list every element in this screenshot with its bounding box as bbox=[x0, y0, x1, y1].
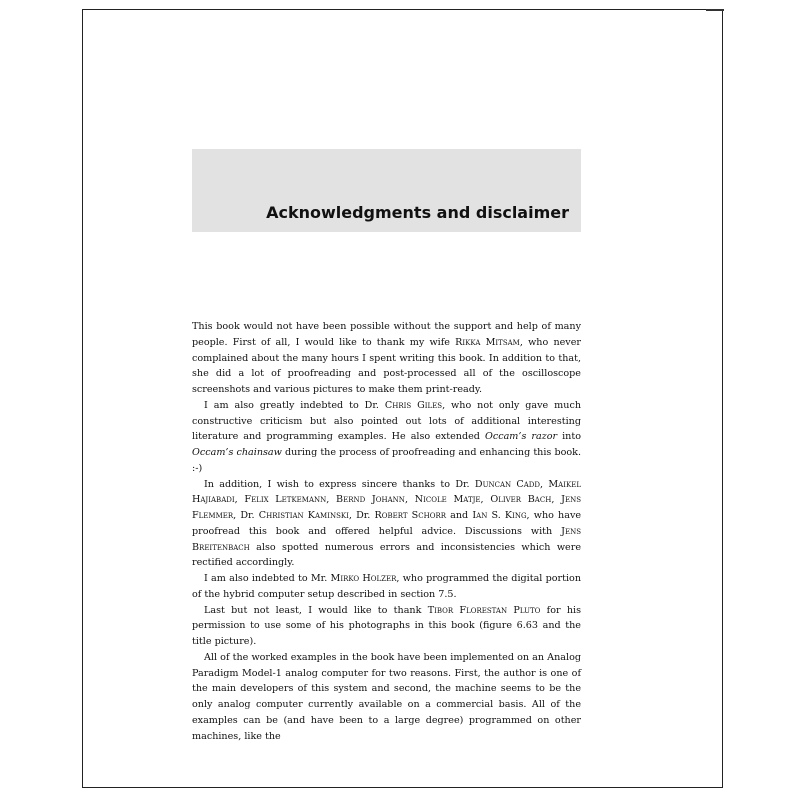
person-name: Maikel Hajiabadi bbox=[192, 478, 581, 506]
person-name: Ian S. King bbox=[472, 510, 527, 521]
paragraph: In addition, I wish to express sincere thanks to Dr. Duncan Cadd, Maikel Hajiabadi, Felix Letkemann, Bernd Johann, Nicole Matje, Oliver Bach, Jens Flemmer, Dr. Christian Kaminski, Dr. Robert Schorr and Ian S. King, who have proofread this book and offered helpful advice. Discussions with Jens Breitenbach also spotted numerous errors and inconsistencies which were rectified accordingly. bbox=[192, 478, 582, 569]
person-name: Chris Giles bbox=[384, 399, 443, 411]
paragraph: This book would not have been possible without the support and help of many people. First of all, I would like to thank my wife Rikka Mitsam, who never complained about the many hours I spent writing this book. In addition to that, she did a lot of proofreading and post-processed all of the oscilloscope screenshots and various pictures to make them print-ready. bbox=[192, 321, 581, 395]
paragraph: All of the worked examples in the book have been implemented on an Analog Paradigm Model-1 analog computer for two reasons. First, the author is one of the main developers of this system and second, the machine seems to be the only analog computer currently available on a commercial basis. All of the examples can be (and have been to a large degree) programmed on other machines, like the bbox=[192, 651, 581, 742]
person-name: Jens Flemmer bbox=[192, 494, 581, 521]
paragraph: I am also indebted to Mr. Mirko Holzer, who programmed the digital portion of the hybrid computer setup described in section 7.5. bbox=[192, 573, 581, 600]
person-name: Bernd Johann bbox=[336, 494, 405, 506]
person-name: Felix Letkemann bbox=[244, 494, 327, 506]
chapter-banner bbox=[192, 149, 581, 232]
person-name: Nicole Matje bbox=[414, 494, 481, 506]
paragraph: I am also greatly indebted to Dr. Chris Giles, who not only gave much constructive criticism but also pointed out lots of additional interesting literature and programming examples. He also extended Occam’s razor into Occam’s chainsaw during the process of proofreading and enhancing this book. :-) bbox=[192, 399, 581, 474]
person-name: Christian Kaminski bbox=[258, 510, 349, 521]
person-name: Tibor Florestan Pluto bbox=[427, 604, 541, 616]
body-text bbox=[192, 319, 581, 744]
paragraph: Last but not least, I would like to thank Tibor Florestan Pluto for his permission to use some of his photographs in this book (figure 6.63 and the title picture). bbox=[192, 604, 582, 647]
person-name: Mirko Holzer bbox=[330, 573, 397, 584]
chapter-title: Acknowledgments and disclaimer bbox=[266, 203, 569, 222]
person-name: Robert Schorr bbox=[374, 510, 446, 521]
person-name: Oliver Bach bbox=[490, 494, 552, 506]
emphasis-term: Occam’s razor bbox=[484, 431, 558, 443]
person-name: Rikka Mitsam bbox=[455, 336, 520, 348]
person-name: Jens Breitenbach bbox=[192, 525, 581, 553]
emphasis-term: Occam’s chainsaw bbox=[192, 447, 282, 458]
page-corner-mark bbox=[706, 9, 724, 11]
person-name: Duncan Cadd bbox=[474, 478, 541, 490]
